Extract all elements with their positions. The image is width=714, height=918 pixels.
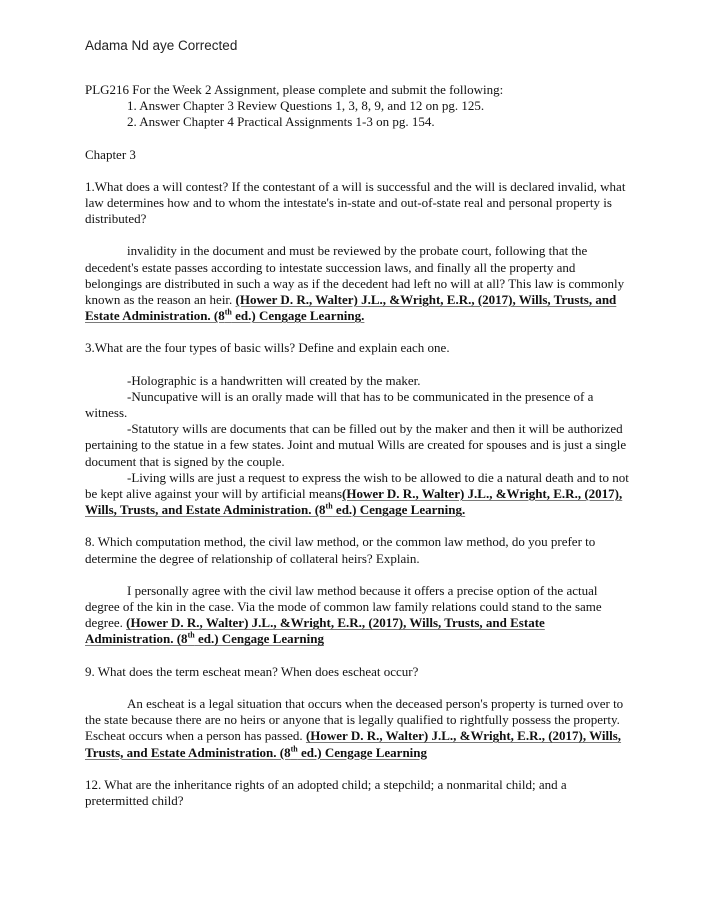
answer-3-statutory: -Statutory wills are documents that can be filled out by the maker and then it will be authorized pertaining to the statue in a few states. Joint and mutual Wills are created for spouses and is just a single document that is signed by the couple. bbox=[85, 421, 627, 469]
page-header: Adama Nd aye Corrected bbox=[85, 38, 238, 53]
assignment-intro: PLG216 For the Week 2 Assignment, please complete and submit the following: bbox=[85, 82, 504, 97]
answer-1 bbox=[85, 243, 630, 324]
question-3: 3.What are the four types of basic wills? Define and explain each one. bbox=[85, 340, 450, 356]
question-8: 8. Which computation method, the civil law method, or the common law method, do you prefer to determine the degree of relationship of collateral heirs? Explain. bbox=[85, 534, 596, 566]
citation-9: (Hower D. R., Walter) J.L., &Wright, E.R., (2017), Wills, Trusts, and Estate Administration. (8th ed.) Cengage Learning bbox=[85, 728, 622, 760]
citation-3: (Hower D. R., Walter) J.L., &Wright, E.R., (2017), Wills, Trusts, and Estate Administration. (8th ed.) Cengage Learning. bbox=[85, 486, 623, 518]
answer-9: An escheat is a legal situation that occurs when the deceased person's property is turned over to the state because there are no heirs or anyone that is legally qualified to rightfully possess the property. Escheat occurs when a person has passed. (Hower D. R., Walter) J.L., &Wright, E.R., (2017), Wills, Trusts, and Estate Administration. (8th ed.) Cengage Learning bbox=[85, 695, 624, 760]
citation-1: (Hower D. R., Walter) J.L., &Wright, E.R., (2017), Wills, Trusts, and Estate Administration. (8th ed.) Cengage Learning. bbox=[85, 292, 617, 324]
assignment-item-1: 1. Answer Chapter 3 Review Questions 1, 3, 8, 9, and 12 on pg. 125. bbox=[127, 98, 485, 114]
chapter-heading: Chapter 3 bbox=[85, 146, 136, 162]
question-12: 12. What are the inheritance rights of an adopted child; a stepchild; a nonmarital child; and a pretermitted child? bbox=[85, 776, 567, 808]
answer-3-nuncupative: -Nuncupative will is an orally made will that has to be communicated in the presence of a witness. bbox=[85, 388, 594, 421]
answer-1-text: invalidity in the document and must be reviewed by the probate court, following that the decedent's estate passes according to intestate succession laws, and finally all the property and belongings are distributed in such a way as if the decedent had left no will at all? This law is commonly known as the reason an heir. bbox=[85, 243, 625, 308]
answer-3-living: -Living wills are just a request to express the wish to be allowed to die a natural death and to not be kept alive against your will by artificial means(Hower D. R., Walter) J.L., &Wright, E.R., (2017), Wills, Trusts, and Estate Administration. (8th ed.) Cengage Learning. bbox=[85, 469, 629, 518]
document-body bbox=[85, 82, 630, 809]
answer-3-holographic: -Holographic is a handwritten will created by the maker. bbox=[127, 372, 421, 388]
question-9: 9. What does the term escheat mean? When does escheat occur? bbox=[85, 663, 419, 679]
assignment-item-2: 2. Answer Chapter 4 Practical Assignments 1-3 on pg. 154. bbox=[127, 114, 435, 130]
question-1: 1.What does a will contest? If the contestant of a will is successful and the will is declared invalid, what law determines how and to whom the intestate's in-state and out-of-state real and personal property is distributed? bbox=[85, 178, 626, 227]
citation-8: (Hower D. R., Walter) J.L., &Wright, E.R., (2017), Wills, Trusts, and Estate Administration. (8th ed.) Cengage Learning bbox=[85, 615, 545, 647]
answer-8: I personally agree with the civil law method because it offers a precise option of the actual degree of the kin in the case. Via the mode of common law family relations could stand to the same degree. (Hower D. R., Walter) J.L., &Wright, E.R., (2017), Wills, Trusts, and Estate Administration. (8th ed.) Cengage Learning bbox=[85, 582, 602, 647]
